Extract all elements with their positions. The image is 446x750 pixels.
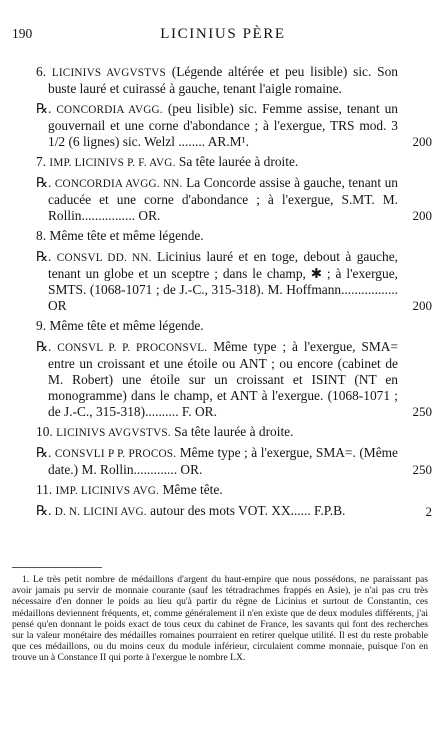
price-value: 200 <box>412 134 432 149</box>
running-title: LICINIUS PÈRE <box>160 26 286 42</box>
price-value: 200 <box>412 208 432 223</box>
price-value: 250 <box>412 404 432 419</box>
entry-10-reverse: ℞. CONSVLI P P. PROCOS. Même type ; à l'exergue, SMA=. (Même date.) M. Rollin............. OR. 250 <box>36 445 432 477</box>
entry-10-obverse: 10. LICINIVS AVGVSTVS. Sa tête laurée à droite. <box>36 424 294 439</box>
price-value: 250 <box>412 462 432 477</box>
entry-11-reverse: ℞. D. N. LICINI AVG. autour des mots VOT. XX...... F.P.B. 2 <box>36 503 432 519</box>
footnote: 1. Le très petit nombre de médaillons d'argent du haut-empire que nous possédons, ne paraissant pas avoir jamais pu servir de monnaie courante (sauf les tétradrachmes frappés en Asie), je n'ai pas cru très nécessaire d'en donner le poids au lieu qu'à partir du règne de Licinius et surtout de Constantin, ces médaillons deviennent fréquents, et, comme généralement il n'en existe que de deux modules différents, j'ai pensé qu'en donnant le poids exact de tous ceux du cabinet de France, les savants qui font des recherches sur la valeur monétaire des médailles romaines pourraient en retirer quelque utilité. Il est du reste probable que ces médaillons, ou du moins ceux du module inférieur, circulaient comme monnaie, puisque l'on en trouve un à Constance II qui porte à l'exergue le nombre LX. <box>12 574 428 664</box>
entry-7-obverse: 7. IMP. LICINIVS P. F. AVG. Sa tête laurée à droite. <box>36 154 299 169</box>
entry-6-reverse: ℞. CONCORDIA AVGG. (peu lisible) sic. Femme assise, tenant un gouvernail et une corne d'abondance ; à l'exergue, TRS mod. 3 1/2 (6 lignes) sic. Welzl ........ AR.M¹. 200 <box>36 101 432 149</box>
entry-9-reverse: ℞. CONSVL P. P. PROCONSVL. Même type ; à l'exergue, SMA= entre un croissant et une étoile ou ANT ; ou encore (cabinet de M. Robert) une étoile sur un croissant et ISINT (NT en monogramme) dans le champ, et ANT à l'exergue. (1068-1071 ; de J.-C., 315-318).......... F. OR. 250 <box>36 339 432 419</box>
entry-8-obverse: 8. Même tête et même légende. <box>36 228 204 243</box>
entry-9-obverse: 9. Même tête et même légende. <box>36 318 204 333</box>
price-value: 2 <box>425 504 432 519</box>
catalogue-entries <box>0 64 446 524</box>
entry-7-reverse: ℞. CONCORDIA AVGG. NN. La Concorde assise à gauche, tenant un caducée et une corne d'abondance ; à l'exergue, S.MT. M. Rollin................ OR. 200 <box>36 175 432 223</box>
entry-8-reverse: ℞. CONSVL DD. NN. Licinius lauré et en toge, debout à gauche, tenant un globe et un sceptre ; dans le champ, ✱ ; à l'exergue, SMTS. (1068-1071 ; de J.-C., 315-318). M. Hoffmann................. OR 200 <box>36 249 432 313</box>
entry-11-obverse: 11. IMP. LICINIVS AVG. Même tête. <box>36 482 223 497</box>
price-value: 200 <box>412 298 432 313</box>
entry-6-obverse: 6. LICINIVS AVGVSTVS (Légende altérée et peu lisible) sic. Son buste lauré et cuirassé à gauche, tenant l'aigle romaine. <box>36 64 398 96</box>
footnote-divider <box>12 567 102 568</box>
page-number: 190 <box>12 26 33 41</box>
page-header <box>0 26 446 46</box>
